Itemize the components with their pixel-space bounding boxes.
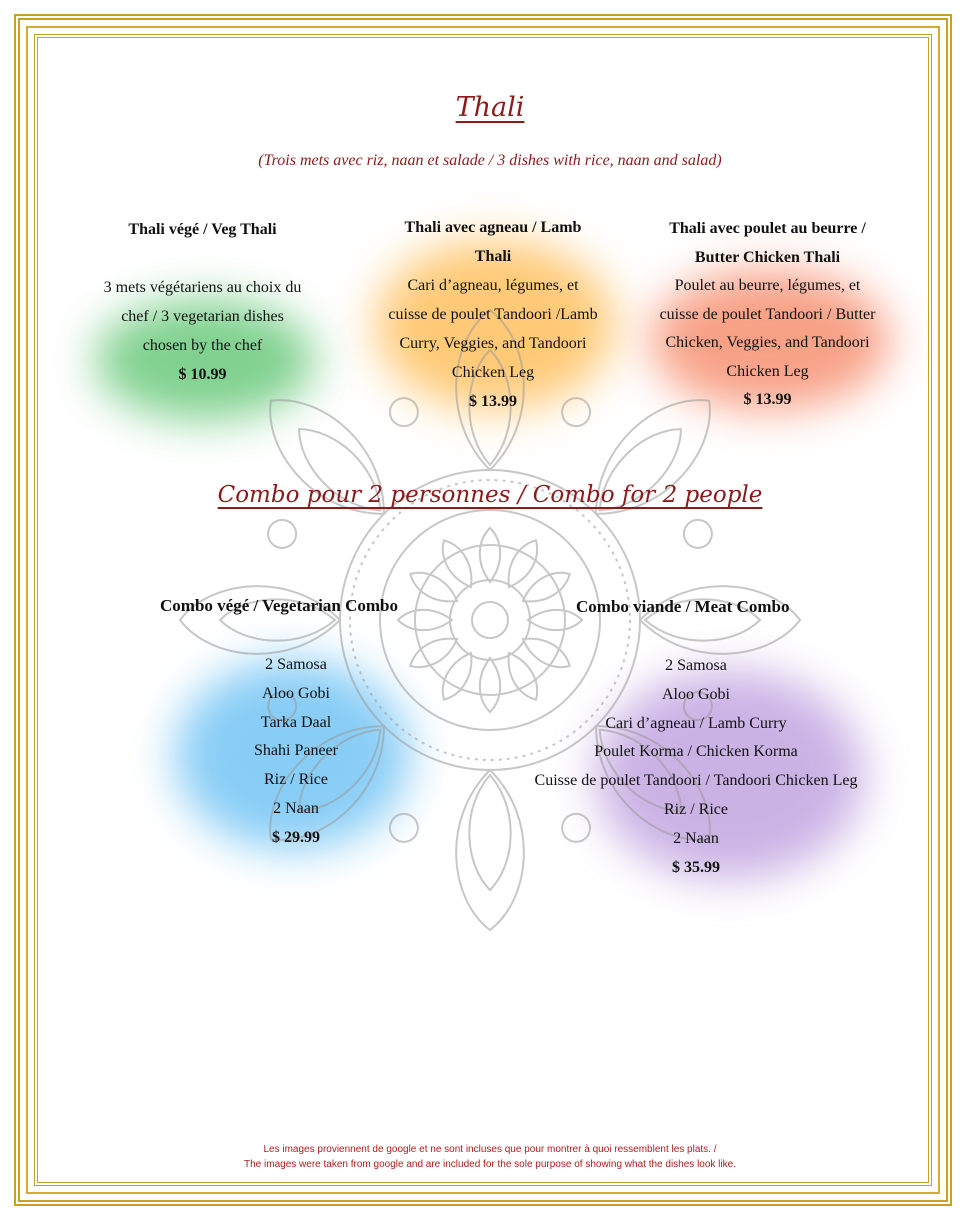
combo-price: $ 29.99 (272, 828, 320, 846)
footer-disclaimer (0, 1142, 980, 1172)
thali-name: Butter Chicken Thali (694, 248, 841, 266)
list-item: 2 Samosa (265, 656, 327, 673)
list-item: 2 Naan (273, 799, 319, 817)
list-item: Cuisse de poulet Tandoori / Tandoori Chicken Leg (534, 772, 858, 790)
thali-desc-line: chef / 3 vegetarian dishes (121, 308, 284, 325)
thali-butter-chicken (630, 215, 905, 415)
footer-line: The images were taken from google and are included for the sole purpose of showing what the dishes look like. (244, 1159, 736, 1170)
list-item: Riz / Rice (264, 771, 328, 789)
combo-veg-list (196, 651, 396, 853)
list-item: Poulet Korma / Chicken Korma (594, 743, 798, 761)
list-item: Aloo Gobi (262, 684, 330, 702)
page-subtitle: (Trois mets avec riz, naan et salade / 3 dishes with rice, naan and salad) (258, 152, 722, 169)
thali-name: Thali végé / Veg Thali (128, 221, 277, 238)
thali-desc-line: Curry, Veggies, and Tandoori (399, 335, 587, 352)
combo-veg-name: Combo végé / Vegetarian Combo (160, 596, 398, 615)
thali-desc-line: cuisse de poulet Tandoori /Lamb (388, 306, 598, 323)
footer-line: Les images proviennent de google et ne sont incluses que pour montrer à quoi ressemblent les plats. / (263, 1144, 717, 1155)
thali-desc-line: 3 mets végétariens au choix du (103, 279, 302, 296)
thali-price: $ 13.99 (469, 393, 517, 410)
list-item: Aloo Gobi (662, 685, 730, 703)
thali-desc-line: Poulet au beurre, légumes, et (674, 277, 861, 294)
page-title: Thali (455, 92, 525, 123)
list-item: Tarka Daal (260, 713, 332, 731)
list-item: Shahi Paneer (254, 742, 338, 760)
list-item: 2 Naan (673, 829, 719, 847)
thali-name: Thali avec poulet au beurre / (669, 220, 866, 237)
combo-meat-name: Combo viande / Meat Combo (576, 597, 790, 616)
thali-lamb (362, 213, 624, 416)
thali-name: Thali (474, 248, 512, 265)
thali-desc-line: chosen by the chef (142, 337, 263, 354)
list-item: 2 Samosa (665, 657, 727, 674)
thali-desc-line: Cari d’agneau, légumes, et (407, 277, 579, 294)
thali-price: $ 10.99 (178, 366, 227, 383)
combo-section-title: Combo pour 2 personnes / Combo for 2 people (217, 482, 763, 508)
combo-price: $ 35.99 (672, 858, 720, 876)
thali-veg (80, 215, 325, 389)
thali-desc-line: Chicken, Veggies, and Tandoori (665, 334, 870, 351)
thali-desc-line: Chicken Leg (451, 364, 535, 381)
thali-desc-line: cuisse de poulet Tandoori / Butter (659, 305, 876, 323)
thali-name: Thali avec agneau / Lamb (404, 219, 582, 236)
thali-price: $ 13.99 (743, 391, 792, 408)
list-item: Cari d’agneau / Lamb Curry (605, 714, 787, 732)
thali-desc-line: Chicken Leg (726, 362, 809, 380)
list-item: Riz / Rice (664, 800, 728, 818)
combo-meat-list (496, 652, 896, 882)
